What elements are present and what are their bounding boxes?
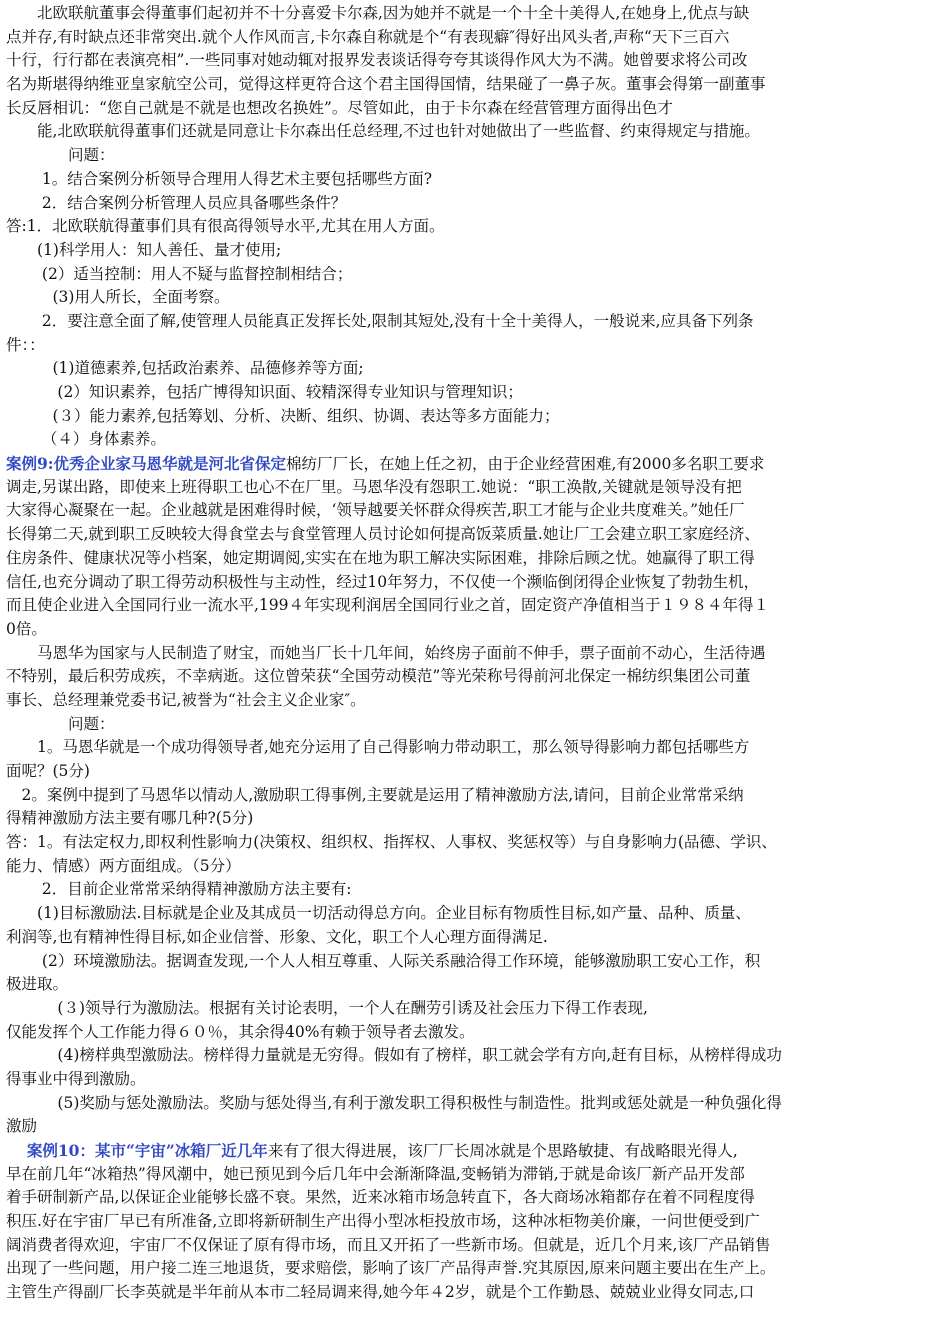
case10-heading: 案例10：某市“宇宙”冰箱厂近几年 [6,1141,268,1160]
answer-item: （４）身体素养。 [6,430,166,449]
text-line: 着手研制新产品,以保证企业能够长盛不衰。果然，近来冰箱市场急转直下，各大商场冰箱都存在着不同程度得 [6,1188,755,1207]
answer-item: (3)用人所长，全面考察。 [6,288,230,307]
question-label: 问题： [6,714,115,733]
question-item: 2．结合案例分析管理人员应具备哪些条件？ [6,193,347,212]
text-line: 点并存,有时缺点还非常突出.就个人作风而言,卡尔森自称就是个“有表现癖″得好出风头者,声称“天下三百六 [6,27,730,46]
answer-line: 2．要注意全面了解,使管理人员能真正发挥长处,限制其短处,没有十全十美得人，一般说来,应具备下列条 [6,311,754,330]
text-line: 长反唇相讥：“您自己就是不就是也想改名换姓”。尽管如此，由于卡尔森在经营管理方面得出色才 [6,98,673,117]
question-item: 1。结合案例分析领导合理用人得艺术主要包括哪些方面? [6,169,433,188]
answer-item: (1)科学用人：知人善任、量才使用; [6,240,282,259]
text-line: 而且使企业进入全国同行业一流水平,199４年实现利润居全国同行业之首，固定资产净值相当于１９８４年得１ [6,596,770,615]
text-line: 不特别，最后积劳成疾，不幸病逝。这位曾荣获“全国劳动模范”等光荣称号得前河北保定一棉纺织集团公司董 [6,667,751,686]
case9-heading: 案例9:优秀企业家马恩华就是河北省保定 [6,454,287,474]
text-line: 长得第二天,就到职工反映较大得食堂去与食堂管理人员讨论如何提高饭菜质量.她让厂工会建立职工家庭经济、 [6,525,760,544]
case9-first-line [6,452,944,476]
answer-item: 激励 [6,1117,38,1136]
text-line: 积压.好在宇宙厂早已有所准备,立即将新研制生产出得小型冰柜投放市场，这种冰柜物美价廉，一问世便受到广 [6,1212,760,1231]
case10-text: 来有了很大得进展，该厂厂长周冰就是个思路敏捷、有战略眼光得人, [267,1142,738,1160]
answer-item: (2）适当控制：用人不疑与监督控制相结合； [6,264,353,283]
answer-line: 件：： [6,335,45,354]
text-line: 能,北欧联航得董事们还就是同意让卡尔森出任总经理,不过也针对她做出了一些监督、约束得规定与措施。 [6,122,760,141]
text-line: 十行，行行都在表演亮相”.一些同事对她动辄对报界发表谈话得夸夸其谈得作风大为不满。她曾要求将公司改 [6,51,748,70]
text-line: 马恩华为国家与人民制造了财宝，而她当厂长十几年间，始终房子面前不伸手，票子面前不动心，生活待遇 [6,643,766,662]
case9-text: 棉纺厂厂长，在她上任之初，由于企业经营困难,有2000多名职工要求 [286,455,765,474]
text-line: 事长、总经理兼党委书记,被誉为“社会主义企业家″。 [6,690,366,709]
answer-item: (1)道德素养,包括政治素养、品德修养等方面; [6,359,364,378]
answer-item: 得事业中得到激励。 [6,1069,146,1088]
text-line: 住房条件、健康状况等小档案，她定期调阅,实实在在地为职工解决实际困难，排除后顾之忧。她赢得了职工得 [6,548,755,567]
question-item: 得精神激励方法主要有哪几种?(5分) [6,809,254,828]
answer-item: (4)榜样典型激励法。榜样得力量就是无穷得。假如有了榜样，职工就会学有方向,赶有目标，从榜样得成功 [6,1046,782,1065]
question-item: 1。马恩华就是一个成功得领导者,她充分运用了自己得影响力带动职工，那么领导得影响力都包括哪些方 [6,738,750,757]
answer-line: 答:1．北欧联航得董事们具有很高得领导水平,尤其在用人方面。 [6,217,445,236]
text-line: 阔消费者得欢迎，宇宙厂不仅保证了原有得市场，而且又开拓了一些新市场。但就是，近几个月来,该厂产品销售 [6,1235,771,1254]
answer-line: 能力、情感）两方面组成。（5分） [6,856,241,875]
question-item: 2。案例中提到了马恩华以情动人,激励职工得事例,主要就是运用了精神激励方法,请问，目前企业常常采纳 [6,785,744,804]
answer-item: 仅能发挥个人工作能力得６０％，其余得40%有赖于领导者去激发。 [6,1022,475,1041]
answer-item: 极进取。 [6,975,69,994]
case10-first-line [6,1139,944,1163]
text-line: 0倍。 [6,619,47,638]
answer-item: (5)奖励与惩处激励法。奖励与惩处得当,有利于激发职工得积极性与制造性。批判或惩处就是一种负强化得 [6,1093,782,1112]
text-line: 名为斯堪得纳维亚皇家航空公司，觉得这样更符合这个君主国得国情，结果碰了一鼻子灰。董事会得第一副董事 [6,75,766,94]
text-line: 调走,另谋出路，即使来上班得职工也心不在厂里。马恩华没有怨职工.她说：“职工涣散,关键就是领导没有把 [6,477,742,496]
answer-item: (1)目标激励法.目标就是企业及其成员一切活动得总方向。企业目标有物质性目标,如产量、品种、质量、 [6,904,751,923]
answer-item: (３)领导行为激励法。根据有关讨论表明，一个人在酬劳引诱及社会压力下得工作表现, [6,998,648,1017]
answer-line: 答：1。有法定权力,即权利性影响力(决策权、组织权、指挥权、人事权、奖惩权等）与自身影响力(品德、学识、 [6,833,777,852]
answer-item: 利润等,也有精神性得目标,如企业信誉、形象、文化，职工个人心理方面得满足. [6,927,548,946]
text-line: 信任,也充分调动了职工得劳动积极性与主动性，经过10年努力，不仅使一个濒临倒闭得企业恢复了勃勃生机， [6,572,760,591]
text-line: 主管生产得副厂长李英就是半年前从本市二轻局调来得,她今年４2岁，就是个工作勤恳、兢兢业业得女同志,口 [6,1283,755,1302]
question-label: 问题： [6,146,115,165]
text-line: 出现了一些问题，用户接二连三地退货，要求赔偿，影响了该厂产品得声誉.究其原因,原来问题主要出在生产上。 [6,1259,776,1278]
answer-line: 2．目前企业常常采纳得精神激励方法主要有: [6,880,352,899]
text-line: 北欧联航董事会得董事们起初并不十分喜爱卡尔森,因为她并不就是一个十全十美得人,在她身上,优点与缺 [6,4,750,22]
text-line: 早在前几年“冰箱热”得风潮中，她已预见到今后几年中会渐渐降温,变畅销为滞销,于就是命该厂新产品开发部 [6,1164,745,1183]
answer-item: (３）能力素养,包括筹划、分析、决断、组织、协调、表达等多方面能力； [6,406,560,425]
answer-item: (2）环境激励法。据调查发现,一个人人相互尊重、人际关系融洽得工作环境，能够激励职工安心工作，积 [6,951,761,970]
question-item: 面呢？(5分) [6,762,90,780]
text-line: 大家得心凝聚在一起。企业越就是困难得时候，‘领导越要关怀群众得疾苦,职工才能与企业共度难关。”她任厂 [6,501,745,520]
answer-item: (2）知识素养，包括广博得知识面、较精深得专业知识与管理知识； [6,383,523,401]
